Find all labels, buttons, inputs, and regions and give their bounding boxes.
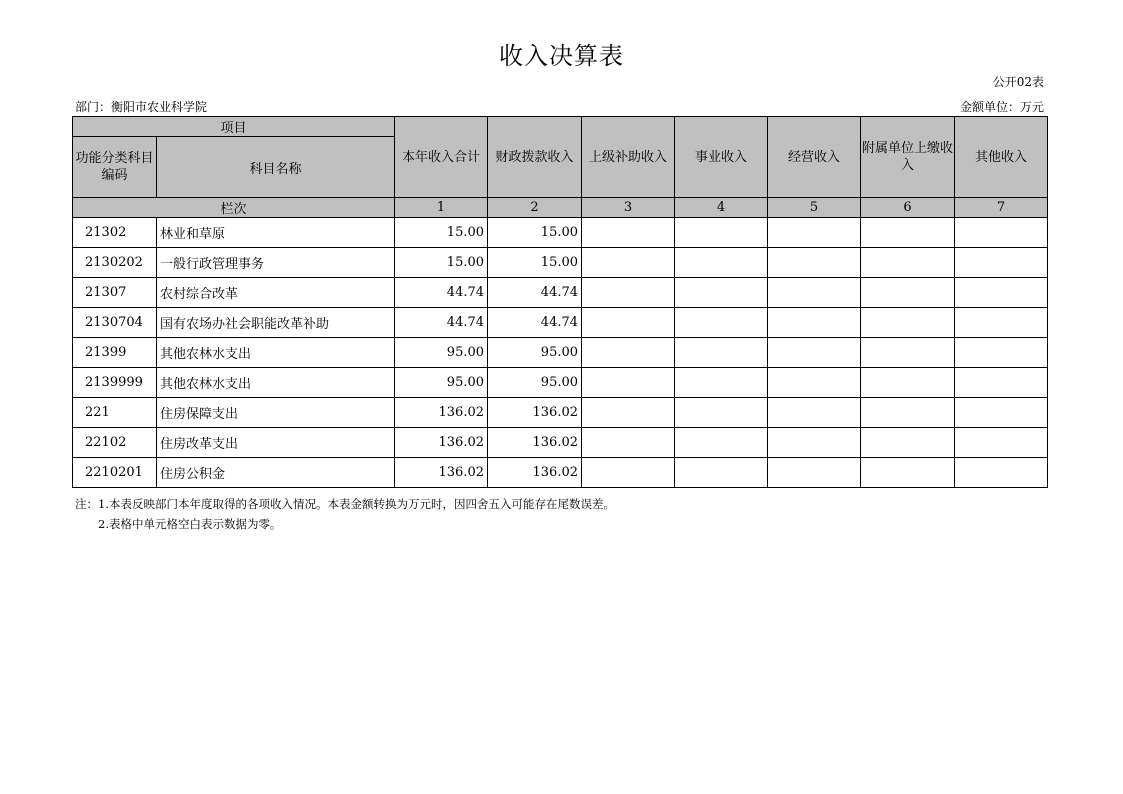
header-fiscal: 财政拨款收入: [488, 117, 582, 198]
cell-total: 15.00: [395, 248, 488, 278]
cell-fiscal: 95.00: [488, 368, 582, 398]
cell-empty: [955, 428, 1048, 458]
cell-name: 住房公积金: [157, 458, 395, 488]
cell-name: 住房改革支出: [157, 428, 395, 458]
table-row: [73, 248, 1048, 278]
table-row: [73, 398, 1048, 428]
income-table: [72, 116, 1048, 488]
table-row: [73, 308, 1048, 338]
cell-total: 95.00: [395, 368, 488, 398]
cell-total: 44.74: [395, 308, 488, 338]
cell-empty: [955, 398, 1048, 428]
cell-code: 2130704: [73, 308, 157, 338]
cell-empty: [861, 398, 955, 428]
notes: [75, 494, 615, 534]
cell-empty: [675, 428, 768, 458]
cell-fiscal: 15.00: [488, 218, 582, 248]
cell-empty: [768, 278, 861, 308]
cell-empty: [582, 248, 675, 278]
cell-fiscal: 15.00: [488, 248, 582, 278]
header-total: 本年收入合计: [395, 117, 488, 198]
table-row: [73, 338, 1048, 368]
cell-empty: [768, 458, 861, 488]
header-code: 功能分类科目编码: [73, 137, 157, 198]
cell-empty: [768, 428, 861, 458]
cell-empty: [675, 338, 768, 368]
form-number: 公开02表: [992, 75, 1044, 89]
cell-empty: [768, 248, 861, 278]
cell-empty: [675, 248, 768, 278]
header-career: 事业收入: [675, 117, 768, 198]
table-row: [73, 458, 1048, 488]
cell-fiscal: 44.74: [488, 278, 582, 308]
cell-fiscal: 136.02: [488, 428, 582, 458]
cell-name: 住房保障支出: [157, 398, 395, 428]
cell-total: 136.02: [395, 458, 488, 488]
table-row: [73, 278, 1048, 308]
cell-code: 21302: [73, 218, 157, 248]
cell-code: 2210201: [73, 458, 157, 488]
cell-fiscal: 136.02: [488, 458, 582, 488]
cell-empty: [582, 398, 675, 428]
cell-name: 农村综合改革: [157, 278, 395, 308]
col-number-1: 1: [395, 198, 488, 218]
cell-code: 21399: [73, 338, 157, 368]
header-column-index: 栏次: [73, 198, 395, 218]
cell-empty: [861, 458, 955, 488]
page-title: 收入决算表: [499, 42, 624, 70]
cell-empty: [675, 278, 768, 308]
note-2: 2.表格中单元格空白表示数据为零。: [98, 517, 282, 531]
header-name: 科目名称: [157, 137, 395, 198]
cell-empty: [955, 308, 1048, 338]
cell-empty: [582, 428, 675, 458]
header-upper: 上级补助收入: [582, 117, 675, 198]
cell-total: 15.00: [395, 218, 488, 248]
cell-name: 其他农林水支出: [157, 338, 395, 368]
col-number-7: 7: [955, 198, 1048, 218]
cell-empty: [861, 308, 955, 338]
col-number-6: 6: [861, 198, 955, 218]
cell-empty: [768, 308, 861, 338]
table-row: [73, 428, 1048, 458]
cell-code: 2139999: [73, 368, 157, 398]
cell-empty: [861, 278, 955, 308]
note-1: 注：1.本表反映部门本年度取得的各项收入情况。本表金额转换为万元时，因四舍五入可能存在尾数误差。: [75, 497, 615, 511]
cell-empty: [675, 398, 768, 428]
cell-empty: [955, 458, 1048, 488]
cell-code: 21307: [73, 278, 157, 308]
cell-code: 221: [73, 398, 157, 428]
cell-total: 136.02: [395, 398, 488, 428]
cell-fiscal: 95.00: [488, 338, 582, 368]
col-number-5: 5: [768, 198, 861, 218]
cell-empty: [955, 248, 1048, 278]
header-other: 其他收入: [955, 117, 1048, 198]
cell-name: 国有农场办社会职能改革补助: [157, 308, 395, 338]
cell-empty: [955, 338, 1048, 368]
col-number-4: 4: [675, 198, 768, 218]
cell-empty: [675, 368, 768, 398]
cell-empty: [861, 338, 955, 368]
cell-name: 其他农林水支出: [157, 368, 395, 398]
cell-total: 44.74: [395, 278, 488, 308]
amount-unit-label: 金额单位：万元: [959, 100, 1044, 114]
header-operating: 经营收入: [768, 117, 861, 198]
cell-empty: [861, 368, 955, 398]
cell-total: 136.02: [395, 428, 488, 458]
cell-code: 22102: [73, 428, 157, 458]
cell-empty: [861, 428, 955, 458]
cell-empty: [582, 458, 675, 488]
header-affiliate: 附属单位上缴收入: [861, 117, 955, 198]
col-number-3: 3: [582, 198, 675, 218]
cell-fiscal: 44.74: [488, 308, 582, 338]
cell-empty: [768, 368, 861, 398]
cell-empty: [675, 218, 768, 248]
cell-empty: [582, 308, 675, 338]
cell-name: 一般行政管理事务: [157, 248, 395, 278]
cell-empty: [768, 218, 861, 248]
cell-total: 95.00: [395, 338, 488, 368]
cell-name: 林业和草原: [157, 218, 395, 248]
cell-empty: [582, 218, 675, 248]
cell-empty: [861, 218, 955, 248]
cell-empty: [955, 278, 1048, 308]
cell-empty: [582, 368, 675, 398]
cell-empty: [768, 398, 861, 428]
cell-empty: [768, 338, 861, 368]
col-number-2: 2: [488, 198, 582, 218]
department-label: 部门：衡阳市农业科学院: [75, 100, 208, 114]
header-item: 项目: [73, 117, 395, 137]
cell-empty: [582, 338, 675, 368]
cell-empty: [582, 278, 675, 308]
table-row: [73, 218, 1048, 248]
cell-empty: [955, 218, 1048, 248]
cell-empty: [861, 248, 955, 278]
table-row: [73, 368, 1048, 398]
cell-empty: [675, 458, 768, 488]
cell-fiscal: 136.02: [488, 398, 582, 428]
cell-code: 2130202: [73, 248, 157, 278]
cell-empty: [675, 308, 768, 338]
cell-empty: [955, 368, 1048, 398]
